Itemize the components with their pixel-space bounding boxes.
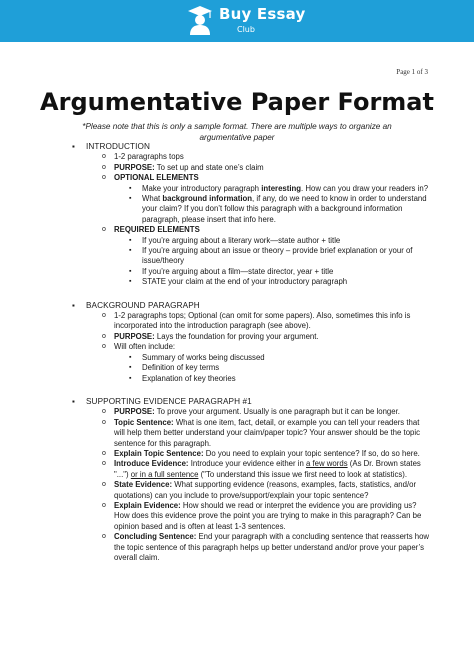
item-label: PURPOSE:: [114, 162, 155, 172]
circle-bullet-icon: o: [102, 153, 106, 161]
square-bullet-icon: ▪: [129, 353, 132, 361]
circle-bullet-icon: o: [102, 533, 106, 541]
item-text: What: [142, 194, 163, 204]
list-item: [72, 407, 432, 417]
item-label: Introduce Evidence:: [114, 459, 189, 469]
item-text: To set up and state one’s claim: [154, 162, 264, 172]
list-item: [72, 152, 432, 162]
item-text: To prove your argument. Usually is one paragraph but it can be longer.: [154, 407, 400, 417]
list-item: [72, 342, 432, 352]
item-text: Do you need to explain your topic sentence? If so, do so here.: [203, 448, 420, 458]
circle-bullet-icon: o: [102, 449, 106, 457]
square-bullet-icon: ▪: [129, 278, 132, 286]
list-item: [72, 418, 432, 449]
item-underlined: or in a full sentence: [130, 469, 199, 479]
item-text: What is one item, fact, detail, or example you can tell your readers that will help them better understand your claim/paper topic? Your answer should be the topic sentence for this paragraph.: [114, 417, 420, 448]
list-item: [72, 194, 432, 225]
list-item: [72, 532, 432, 563]
square-bullet-icon: ▪: [129, 236, 132, 244]
square-bullet-icon: ▪: [129, 195, 132, 203]
document-body: [0, 142, 474, 563]
site-logo[interactable]: [187, 3, 306, 39]
item-label: Explain Evidence:: [114, 500, 181, 510]
list-item: [72, 277, 432, 287]
list-item: [72, 501, 432, 532]
list-item: [72, 353, 432, 363]
section-heading: [72, 301, 432, 311]
item-underlined: a few words: [306, 459, 348, 469]
item-text: End your paragraph with a concluding sentence that reasserts how the topic sentence of this paragraph helps up better understand and/or prove your paper’s overall claim.: [114, 532, 430, 562]
list-item: [72, 184, 432, 194]
list-item: [72, 332, 432, 342]
circle-bullet-icon: o: [102, 408, 106, 416]
item-label: Concluding Sentence:: [114, 532, 197, 542]
circle-bullet-icon: o: [102, 343, 106, 351]
list-item: [72, 267, 432, 277]
section-heading: [72, 142, 432, 152]
square-bullet-icon: ▪: [129, 364, 132, 372]
heading-text: BACKGROUND PARAGRAPH: [86, 300, 200, 310]
brand-sub: Club: [237, 25, 255, 34]
item-text: Will often include:: [114, 342, 176, 352]
square-bullet-icon: ▪: [129, 374, 132, 382]
circle-bullet-icon: o: [102, 481, 106, 489]
item-text: What supporting evidence (reasons, examples, facts, statistics, and/or quotations) can you include to prove/support/explain your topic sentence?: [114, 480, 417, 500]
item-text: . How can you draw your readers in?: [301, 183, 429, 193]
item-text: 1-2 paragraphs tops: [114, 152, 184, 162]
item-text: Explanation of key theories: [142, 373, 236, 383]
section-introduction: [72, 142, 432, 288]
list-item: [72, 311, 432, 332]
heading-text: INTRODUCTION: [86, 142, 150, 151]
item-text: 1-2 paragraphs tops; Optional (can omit for some papers). Also, sometimes this info is incorporated into the introduction paragraph (see above).: [114, 311, 411, 331]
list-item: [72, 163, 432, 173]
list-item: [72, 374, 432, 384]
circle-bullet-icon: o: [102, 174, 106, 182]
item-text: STATE your claim at the end of your introductory paragraph: [142, 277, 348, 287]
circle-bullet-icon: o: [102, 226, 106, 234]
item-emphasis: background information: [162, 194, 253, 204]
item-text: If you’re arguing about a film—state director, year + title: [142, 266, 334, 276]
item-text: Make your introductory paragraph: [142, 183, 262, 193]
brand-name: Buy Essay: [219, 5, 306, 23]
item-text: How should we read or interpret the evidence you are providing us? How does this evidence prove the point you are trying to make in this paragraph? Can be opinion based and is often at least 1-3 sentences.: [114, 500, 422, 531]
page-title: Argumentative Paper Format: [40, 88, 434, 116]
item-text: If you’re arguing about an issue or theory – provide brief explanation or your of issue/theory: [142, 246, 413, 266]
item-label: PURPOSE:: [114, 331, 155, 341]
square-bullet-icon: ▪: [129, 184, 132, 192]
section-heading: [72, 397, 432, 407]
list-item: [72, 480, 432, 501]
list-item: [72, 246, 432, 267]
square-bullet-icon: ▪: [129, 267, 132, 275]
subheading: REQUIRED ELEMENTS: [114, 225, 200, 235]
square-bullet-icon: ▪: [72, 396, 75, 406]
heading-text: SUPPORTING EVIDENCE PARAGRAPH #1: [86, 396, 252, 406]
subheading: OPTIONAL ELEMENTS: [114, 173, 199, 183]
header-banner: [0, 0, 474, 42]
square-bullet-icon: ▪: [129, 247, 132, 255]
item-text: If you’re arguing about a literary work—state author + title: [142, 235, 341, 245]
item-label: PURPOSE:: [114, 407, 155, 417]
item-text: Lays the foundation for proving your argument.: [154, 331, 319, 341]
circle-bullet-icon: o: [102, 332, 106, 340]
item-text: Definition of key terms: [142, 363, 220, 373]
square-bullet-icon: ▪: [72, 300, 75, 310]
item-text: (As Dr. Brown states "..."): [114, 459, 421, 479]
list-item: [72, 449, 432, 459]
list-item: [72, 236, 432, 246]
item-text: Introduce your evidence either in: [188, 459, 306, 469]
item-label: Explain Topic Sentence:: [114, 448, 204, 458]
page-number: Page 1 of 3: [396, 68, 428, 76]
list-item: [72, 225, 432, 235]
square-bullet-icon: ▪: [72, 142, 75, 151]
item-label: State Evidence:: [114, 480, 173, 490]
list-item: [72, 363, 432, 373]
item-label: Topic Sentence:: [114, 417, 174, 427]
circle-bullet-icon: o: [102, 163, 106, 171]
section-background: [72, 301, 432, 384]
circle-bullet-icon: o: [102, 501, 106, 509]
circle-bullet-icon: o: [102, 460, 106, 468]
item-text: ("To understand this issue we first need to look at statistics).: [198, 469, 408, 479]
section-supporting-evidence: [72, 397, 432, 563]
circle-bullet-icon: o: [102, 418, 106, 426]
item-text: , if any, do we need to know in order to understand your claim? If you don’t follow this paragraph with a background information paragraph, please insert that info here.: [142, 194, 427, 224]
list-item: [72, 173, 432, 183]
circle-bullet-icon: o: [102, 312, 106, 320]
graduate-icon: [187, 5, 213, 35]
item-text: Summary of works being discussed: [142, 352, 265, 362]
item-emphasis: interesting: [261, 183, 302, 193]
sample-note: *Please note that this is only a sample format. There are multiple ways to organize an argumentative paper: [82, 122, 392, 142]
list-item: [72, 459, 432, 480]
